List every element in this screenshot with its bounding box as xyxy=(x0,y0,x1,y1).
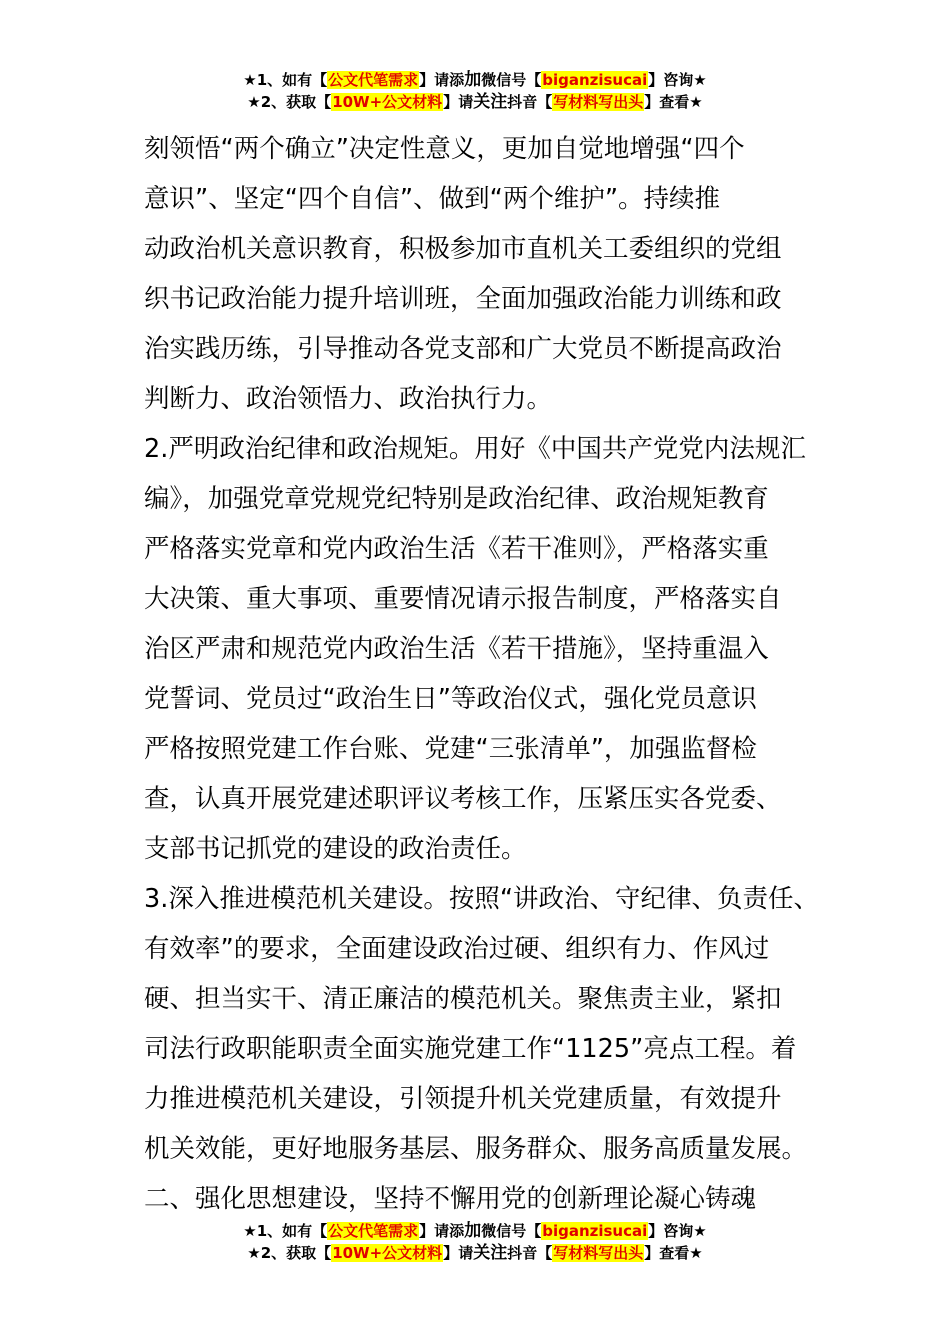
body-line: 司法行政职能职责全面实施党建工作“1125”亮点工程。着 xyxy=(144,1034,797,1064)
banner-text: 】请添 xyxy=(419,71,465,89)
body-line: 动政治机关意识教育，积极参加市直机关工委组织的党组 xyxy=(144,234,782,264)
section-heading: 3.深入推进模范机关建设。按照“讲政治、守纪律、负责任、 xyxy=(144,884,820,914)
banner-text: ★1、如有【 xyxy=(243,71,328,89)
banner-text: 】请添 xyxy=(419,1222,465,1240)
banner-text: 抖音【 xyxy=(507,93,553,111)
highlight-douyin-id: 写材料写出头 xyxy=(553,1244,644,1262)
footer-banner xyxy=(0,1220,950,1264)
banner-text: ★1、如有【 xyxy=(243,1222,328,1240)
body-line: 意识”、坚定“四个自信”、做到“两个维护”。持续推 xyxy=(144,184,721,214)
banner-text: ★2、获取【 xyxy=(247,93,332,111)
body-line: 大决策、重大事项、重要情况请示报告制度，严格落实自 xyxy=(144,584,782,614)
body-line: 刻领悟“两个确立”决定性意义，更加自觉地增强“四个 xyxy=(144,134,745,164)
body-line: 有效率”的要求，全面建设政治过硬、组织有力、作风过 xyxy=(144,934,770,964)
banner-text: 】请 xyxy=(443,1244,474,1262)
banner-text: 抖音【 xyxy=(507,1244,553,1262)
body-line: 查，认真开展党建述职评议考核工作，压紧压实各党委、 xyxy=(144,784,782,814)
body-line: 机关效能，更好地服务基层、服务群众、服务高质量发展。 xyxy=(144,1134,808,1164)
highlight-materials: 10W+公文材料 xyxy=(332,93,443,111)
banner-text: 】咨询★ xyxy=(648,71,707,89)
highlight-service: 公文代笔需求 xyxy=(328,1222,419,1240)
banner-line-1 xyxy=(0,1220,950,1242)
document-body xyxy=(144,124,834,1224)
highlight-wechat-id: biganzisucai xyxy=(542,71,648,89)
body-line: 硬、担当实干、清正廉洁的模范机关。聚焦责主业，紧扣 xyxy=(144,984,782,1014)
body-line: 党誓词、党员过“政治生日”等政治仪式，强化党员意识 xyxy=(144,684,757,714)
banner-emphasis: 加 xyxy=(464,70,482,90)
highlight-wechat-id: biganzisucai xyxy=(542,1222,648,1240)
banner-text: 微信号【 xyxy=(481,71,542,89)
body-line: 治区严肃和规范党内政治生活《若干措施》，坚持重温入 xyxy=(144,634,769,664)
banner-text: 】咨询★ xyxy=(648,1222,707,1240)
body-line: 织书记政治能力提升培训班，全面加强政治能力训练和政 xyxy=(144,284,782,314)
banner-text: 微信号【 xyxy=(481,1222,542,1240)
highlight-douyin-id: 写材料写出头 xyxy=(553,93,644,111)
body-line: 治实践历练，引导推动各党支部和广大党员不断提高政治 xyxy=(144,334,782,364)
banner-line-1 xyxy=(0,69,950,91)
body-line: 编》，加强党章党规党纪特别是政治纪律、政治规矩教育 xyxy=(144,484,769,514)
body-line: 严格按照党建工作台账、党建“三张清单”，加强监督检 xyxy=(144,734,757,764)
banner-text: ★2、获取【 xyxy=(247,1244,332,1262)
banner-emphasis: 关注 xyxy=(473,1243,508,1263)
body-line: 支部书记抓党的建设的政治责任。 xyxy=(144,834,527,864)
highlight-service: 公文代笔需求 xyxy=(328,71,419,89)
banner-line-2 xyxy=(0,91,950,113)
highlight-materials: 10W+公文材料 xyxy=(332,1244,443,1262)
section-heading: 2.严明政治纪律和政治规矩。用好《中国共产党党内法规汇 xyxy=(144,434,806,464)
banner-line-2 xyxy=(0,1242,950,1264)
banner-emphasis: 加 xyxy=(464,1221,482,1241)
banner-text: 】查看★ xyxy=(644,1244,703,1262)
banner-emphasis: 关注 xyxy=(473,92,508,112)
banner-text: 】请 xyxy=(443,93,474,111)
chapter-heading: 二、强化思想建设，坚持不懈用党的创新理论凝心铸魂 xyxy=(144,1184,757,1214)
header-banner xyxy=(0,69,950,113)
body-line: 力推进模范机关建设，引领提升机关党建质量，有效提升 xyxy=(144,1084,782,1114)
body-line: 严格落实党章和党内政治生活《若干准则》，严格落实重 xyxy=(144,534,769,564)
banner-text: 】查看★ xyxy=(644,93,703,111)
body-line: 判断力、政治领悟力、政治执行力。 xyxy=(144,384,553,414)
